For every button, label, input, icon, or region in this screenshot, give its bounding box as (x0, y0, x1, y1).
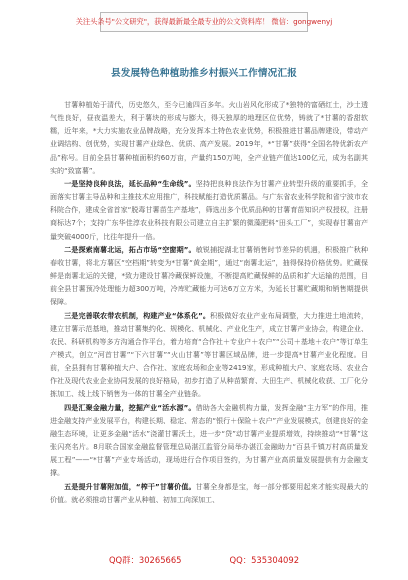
section-paragraph-3 (50, 309, 368, 401)
qq-number: QQ：535304092 (229, 555, 300, 565)
section-paragraph-1 (50, 177, 368, 243)
section-heading: 四是汇聚金融力量，挖掘产业“活水源”。 (64, 402, 196, 412)
section-heading: 一是坚持良种良法，延长品种“生命线”。 (64, 178, 196, 188)
section-heading: 五是提升甘薯附加值，“榨干”甘薯价值。 (64, 481, 196, 491)
section-paragraph-4 (50, 401, 368, 480)
section-paragraph-2 (50, 243, 368, 309)
section-text: 借助各大金融机构力量，发挥金融“主力军”的作用，推进金融支持产业发展平台，构建长期、稳定、常态的“银行＋保险＋农户”产业发展模式，创建良好的金融生态环境，让更多金融“活水”浇灌甘薯沃土，进一步“贷”动甘薯产业提质增效，持续推动“*甘薯”这张闪亮名片。8月联合国家金融监督管理总局湛江监管分局举办湛江金融助力“百县千镇万村高质量发展工程”——“*甘薯”产业专场活动，现场进行合作项目签约，为甘薯产业高质量发展提供有力金融支撑。 (50, 402, 369, 478)
document-title: 县发展特色种植助推乡村振兴工作情况汇报 (110, 68, 298, 79)
document-body (50, 98, 368, 506)
intro-paragraph: 甘薯种植始于清代，历史悠久，至今已逾四百多年。火山岩风化形成了*独特的富硒红土，沙土透气性良好，昼夜温差大，利于薯块的形成与膨大，得天独厚的地理区位优势，铸就了*甘薯的香甜软糯，近年来，*大力实施农业品牌战略，充分发挥本土特色农业优势，积极推进甘薯品牌建设，带动产业调结构、创优势，实现甘薯产业绿色、优质、高产发展。2019年，*“甘薯”获得“全国名特优新农产品”称号。目前全县甘薯种植面积约60万亩，产量约150万吨，全产业链产值达100亿元，成为名副其实的“致富薯”。 (50, 100, 368, 175)
banner-text: 关注头条号"公文研究"，获得最新最全最专业的公文资料库！ 微信：gongwenyj (75, 17, 333, 26)
top-banner (75, 12, 333, 32)
contact-footer (0, 554, 408, 566)
qq-group-number: QQ群：30265665 (108, 555, 182, 565)
section-text: 坚持把良种良法作为甘薯产业转型升级的重要抓手，全面落实甘薯主导品种和主推技术应用推广，科技赋能打造优质薯品。与广东省农业科学院和省宁波市农科院合作，建成全省首家“脱毒甘薯苗生产基地”，筛选出多个优质品种的甘薯育苗知识产权授权，注册商标达7个；支持广东华佳淳农业科技有限公司建立自主扩繁的微藻肥料“田头工厂”，实现春甘薯亩产量突破4000斤，比往年提升一倍。 (50, 178, 368, 241)
section-heading: 二是探索南薯北运，拓占市场“空窗期”。 (64, 244, 196, 254)
section-heading: 三是完善联农带农机制，构建产业“体系化”。 (64, 310, 211, 320)
section-text: 甘薯全身都是宝，每一部分都要用起来才能实现最大的价值。就必须推动甘薯产业从种植、初加工向深加工、 (50, 481, 368, 504)
section-paragraph-5 (50, 480, 368, 506)
section-text: 积极做好农业产业布局调整，大力推进土地流转，建立甘薯示范基地，推动甘薯集约化、规模化、机械化、产业化生产，成立甘薯产业协会，构建企业、农民、科研机构等多方沟通合作平台，着力培育“合作社＋专业户＋农户”“公司＋基地＋农户”等订单生产模式，创立“河首甘薯”“下六甘薯”“火山甘薯”等甘薯区域品牌，进一步提高*甘薯产业化程度。目前，全县拥有甘薯种植大户、合作社、家庭农场和企业等2419家，形成种植大户、家庭农场、农业合作社及现代农业企业协同发展的良好格局，初步打造了从种苗繁育、大田生产、机械化收获、工厂化分拣加工、线上线下销售为一体的甘薯全产业链条。 (50, 310, 368, 399)
section-text: 敏锐捕捉湖北甘薯销售时节差异的机遇，积极推广秋种春收甘薯，将北方薯区“空档期”转变为*甘薯“黄金期”，通过“南薯北运”，抽得保持价格优势。贮藏保鲜是南薯北运的关键，*致力建设甘薯冷藏保鲜设施，不断提高贮藏保鲜的品质和扩大运输的范围，目前全县甘薯预冷处理能力超300万吨，冷库贮藏能力可达6万立方米，为延长甘薯贮藏期和销售期提供保障。 (50, 244, 368, 307)
